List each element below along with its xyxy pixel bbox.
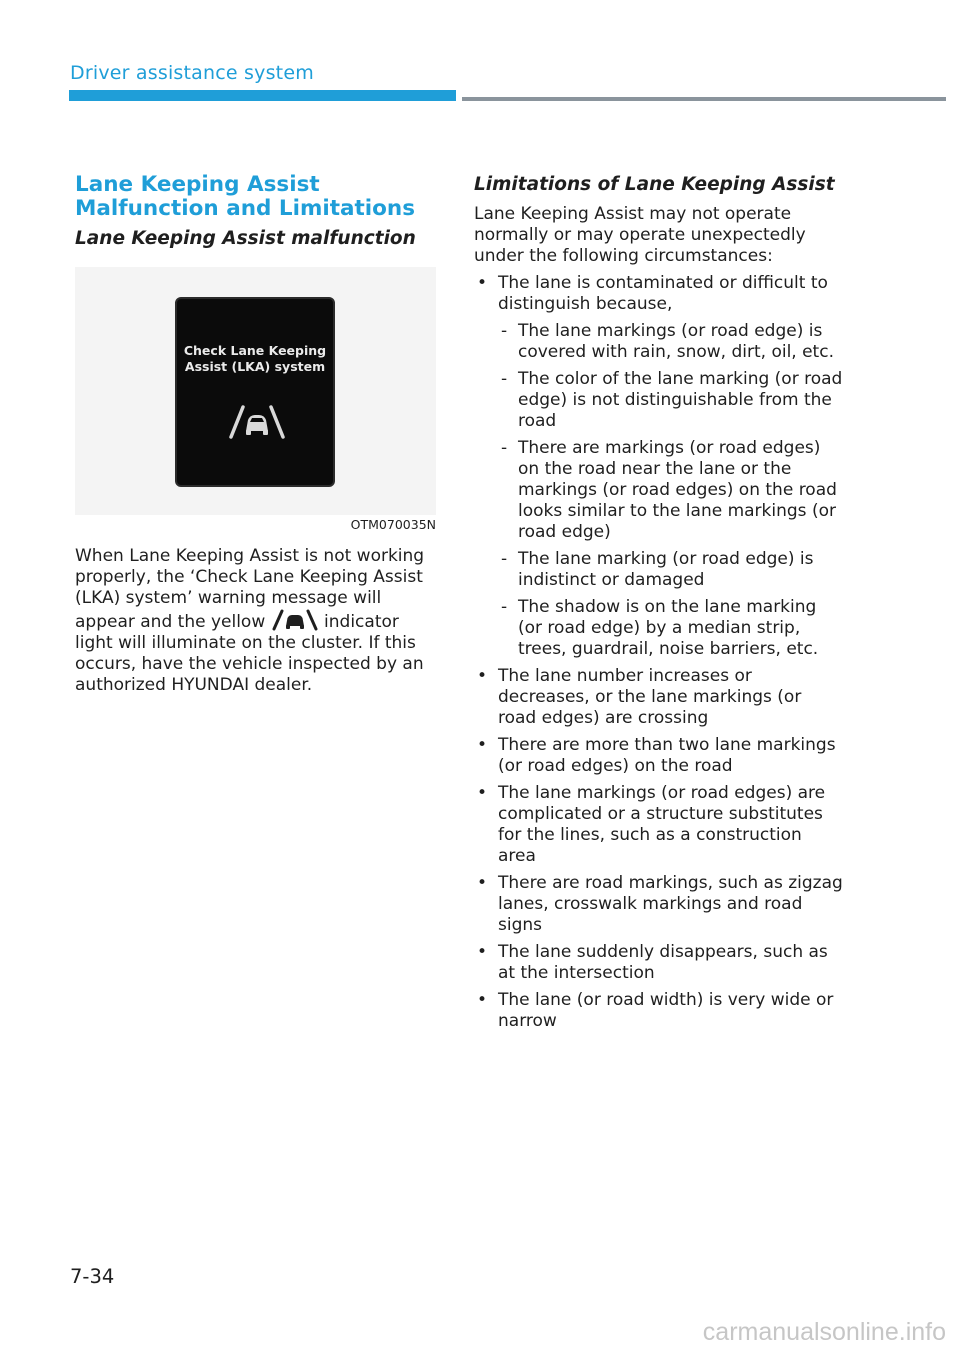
bullet-mark: • — [477, 873, 488, 893]
paragraph-part-2: indicator light will illuminate on the cluster. If this occurs, have the vehicle inspected by an authorized HYUNDAI dealer. — [75, 612, 424, 695]
list-item-text: The lane markings (or road edges) are complicated or a structure substitutes for the lines, such as a construction area — [498, 783, 826, 866]
figure-code: OTM070035N — [350, 517, 436, 532]
list-item — [474, 783, 844, 867]
dash-mark: - — [501, 438, 508, 458]
sub-list-item — [498, 549, 844, 591]
malfunction-subtitle: Lane Keeping Assist malfunction — [75, 228, 416, 249]
right-column — [474, 173, 844, 1032]
cluster-figure — [75, 267, 436, 515]
list-item — [474, 273, 844, 660]
limitations-subtitle: Limitations of Lane Keeping Assist — [474, 174, 835, 195]
page-number: 7-34 — [70, 1265, 115, 1288]
dash-mark: - — [501, 549, 508, 569]
lka-indicator-icon — [227, 403, 287, 441]
header-title: Driver assistance system — [70, 62, 314, 84]
list-item-text: The lane number increases or decreases, or the lane markings (or road edges) are crossing — [498, 666, 802, 728]
sub-list-item — [498, 369, 844, 432]
cluster-warning-message — [177, 343, 333, 375]
sub-list — [498, 321, 844, 660]
dash-mark: - — [501, 321, 508, 341]
header-rule-gray — [462, 97, 946, 101]
watermark: carmanualsonline.info — [702, 1318, 946, 1346]
dash-mark: - — [501, 597, 508, 617]
list-item — [474, 990, 844, 1032]
bullet-mark: • — [477, 783, 488, 803]
paragraph-part-1: When Lane Keeping Assist is not working properly, the ‘Check Lane Keeping Assist (LKA) system’ warning message will appear and the yellow — [75, 546, 425, 632]
sub-list-item — [498, 597, 844, 660]
list-item-text: There are more than two lane markings (or road edges) on the road — [498, 735, 836, 776]
sub-list-item — [498, 438, 844, 543]
left-column — [75, 173, 437, 696]
warning-line-2: Assist (LKA) system — [184, 359, 326, 374]
lka-inline-indicator-icon — [271, 609, 319, 631]
malfunction-paragraph — [75, 546, 437, 696]
dash-mark: - — [501, 369, 508, 389]
limitations-list — [474, 273, 844, 1032]
bullet-mark: • — [477, 273, 488, 293]
sub-list-item-text: The lane markings (or road edge) is covered with rain, snow, dirt, oil, etc. — [518, 321, 834, 362]
bullet-mark: • — [477, 990, 488, 1010]
list-item — [474, 735, 844, 777]
sub-list-item-text: There are markings (or road edges) on the road near the lane or the markings (or road edges) on the road looks similar to the lane markings (or road edge) — [518, 438, 837, 542]
section-title: Lane Keeping Assist Malfunction and Limitations — [75, 172, 416, 221]
bullet-mark: • — [477, 735, 488, 755]
list-item — [474, 942, 844, 984]
sub-list-item — [498, 321, 844, 363]
list-item-text: The lane suddenly disappears, such as at the intersection — [498, 942, 828, 983]
warning-line-1: Check Lane Keeping — [183, 343, 327, 358]
sub-list-item-text: The lane marking (or road edge) is indistinct or damaged — [518, 549, 814, 590]
header-rule-accent — [69, 90, 456, 101]
list-item — [474, 666, 844, 729]
bullet-mark: • — [477, 666, 488, 686]
list-item-text: There are road markings, such as zigzag lanes, crosswalk markings and road signs — [498, 873, 843, 935]
bullet-mark: • — [477, 942, 488, 962]
list-item-text: The lane is contaminated or difficult to distinguish because, — [498, 273, 828, 314]
limitations-intro: Lane Keeping Assist may not operate normally or may operate unexpectedly under the following circumstances: — [474, 204, 806, 266]
cluster-screen — [175, 297, 335, 487]
list-item — [474, 873, 844, 936]
sub-list-item-text: The color of the lane marking (or road edge) is not distinguishable from the road — [518, 369, 843, 431]
list-item-text: The lane (or road width) is very wide or narrow — [498, 990, 834, 1031]
sub-list-item-text: The shadow is on the lane marking (or road edge) by a median strip, trees, guardrail, noise barriers, etc. — [518, 597, 819, 659]
